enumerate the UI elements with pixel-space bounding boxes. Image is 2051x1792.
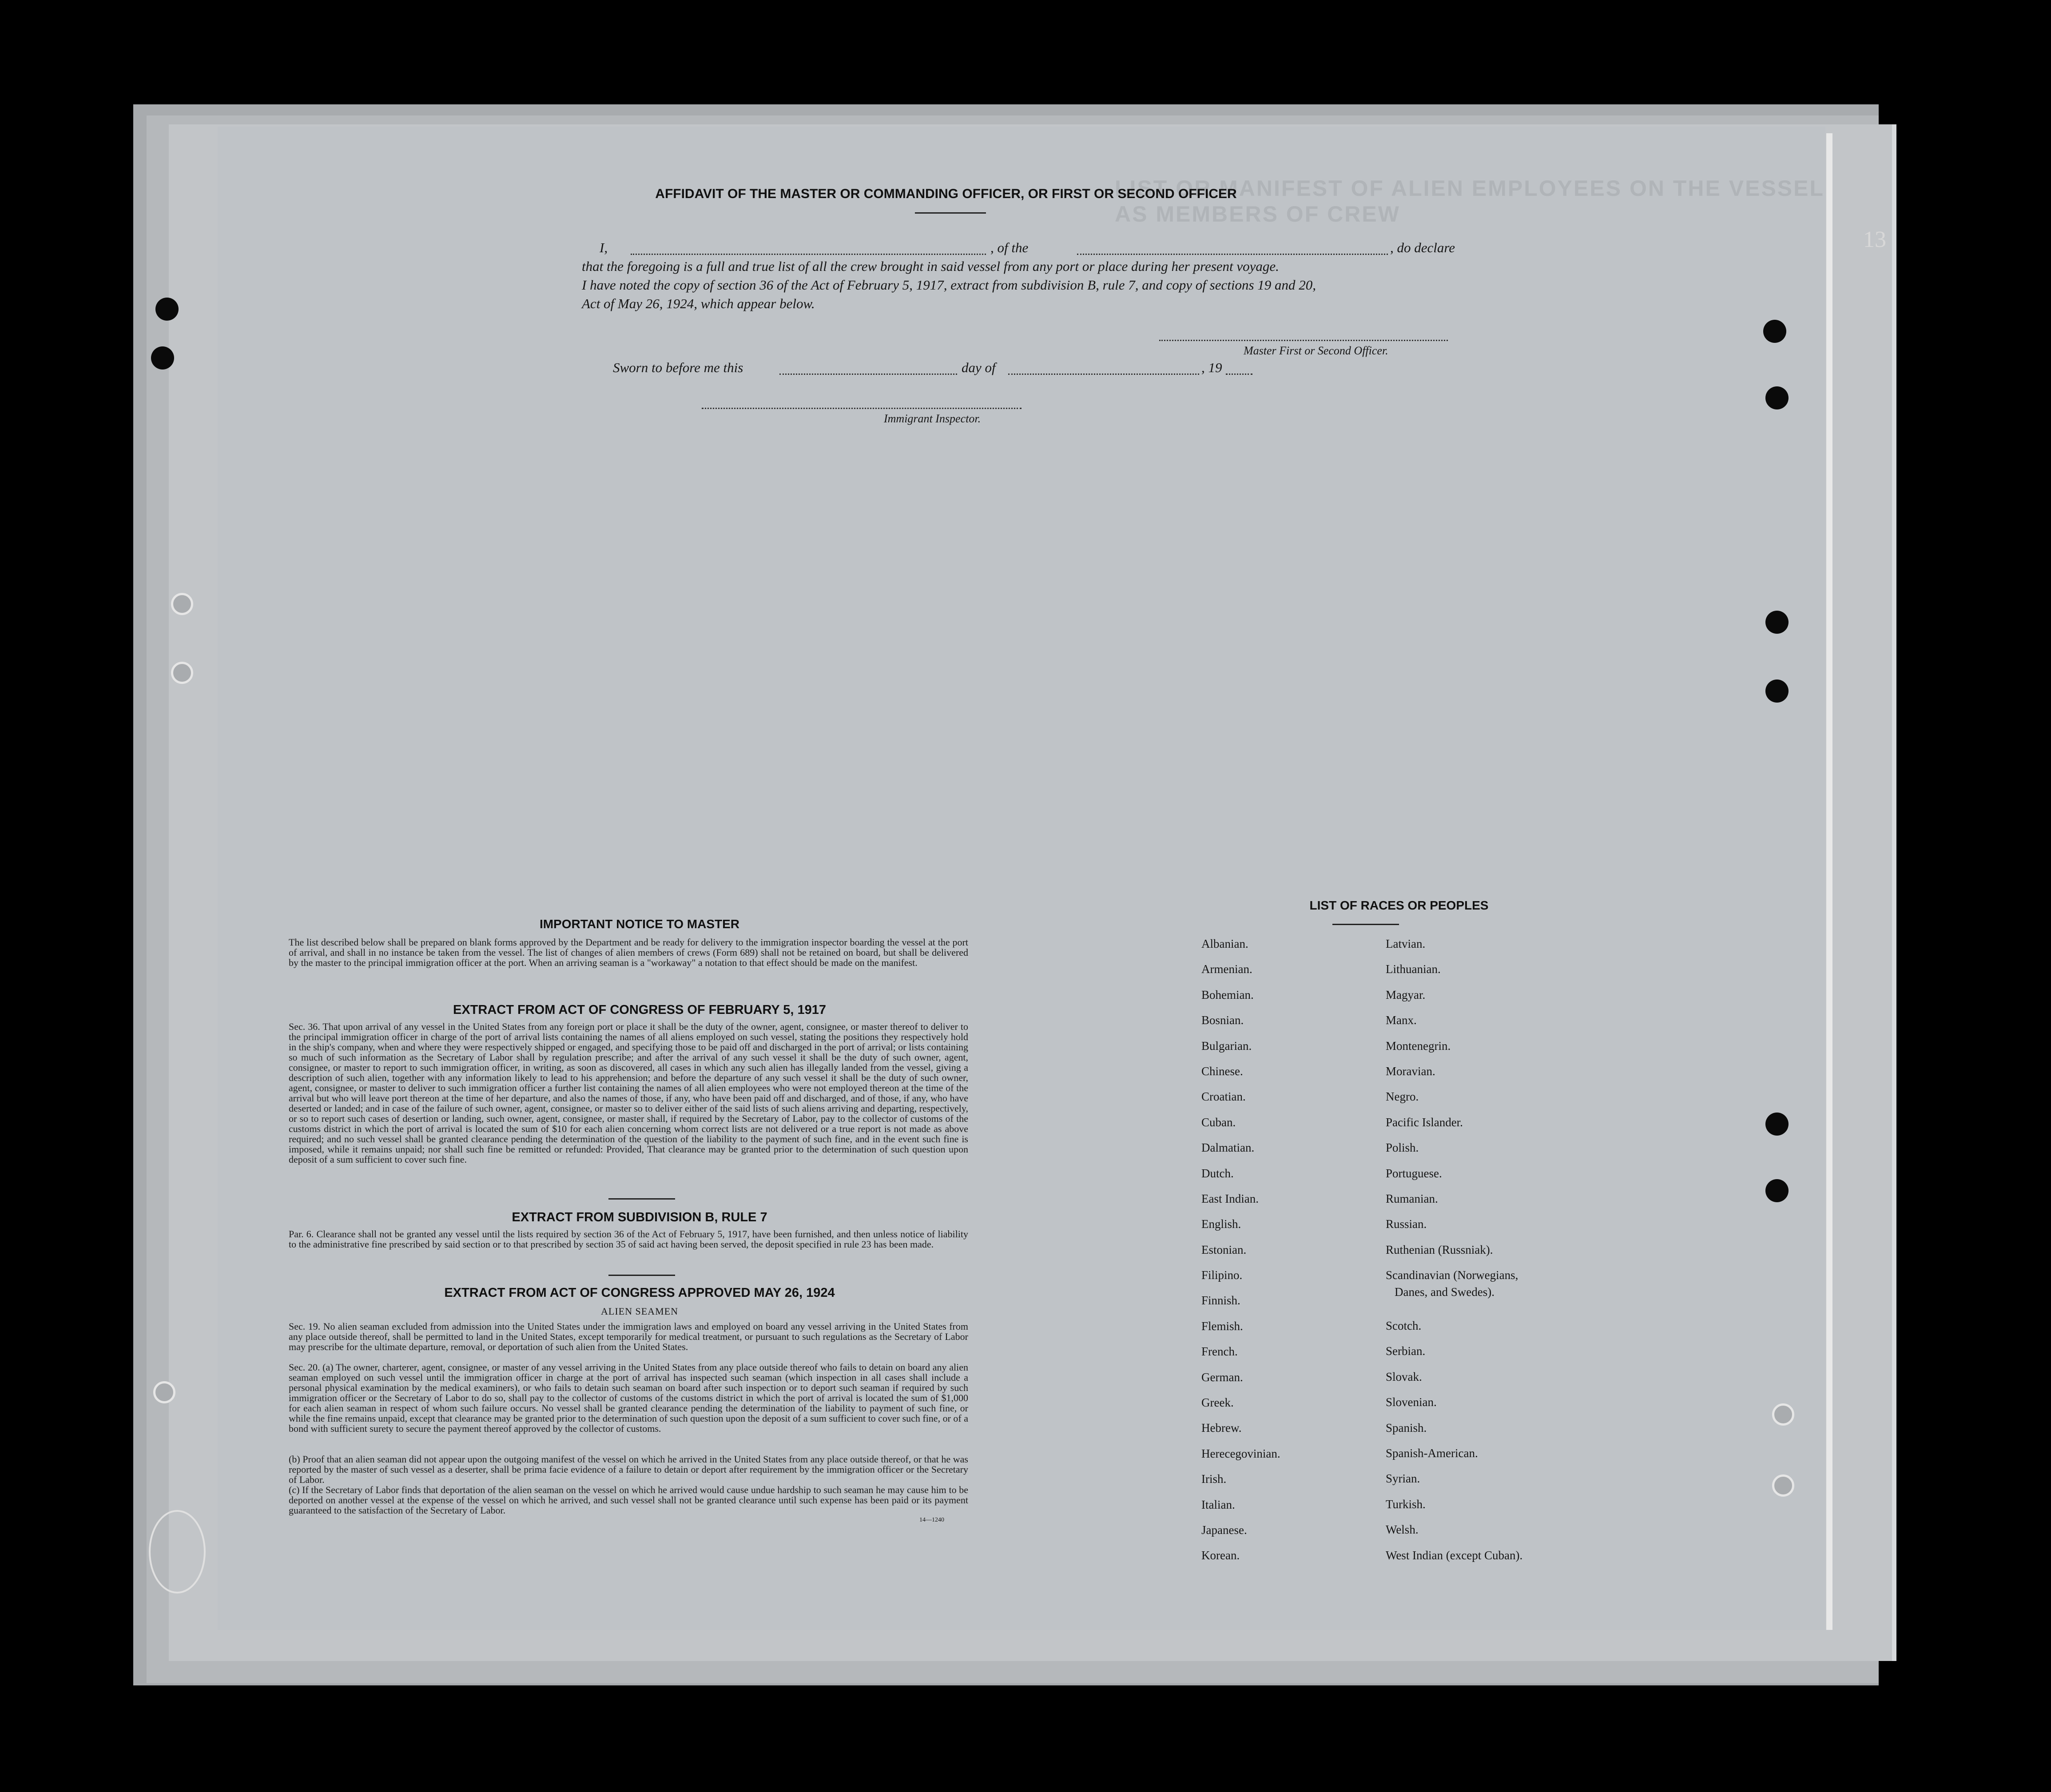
race-item: Japanese.	[1201, 1523, 1247, 1537]
binding-string	[149, 1510, 206, 1593]
race-item: Lithuanian.	[1386, 962, 1441, 976]
binding-hole	[1765, 679, 1789, 703]
race-item: Herecegovinian.	[1201, 1446, 1280, 1460]
sec-20c-body: (c) If the Secretary of Labor finds that deportation of the alien seaman on the vessel on which he arrived would cause undue hardship to such seaman he may cause him to be deported on another vessel at the expense of the vessel on which he arrived, and such vessel shall not be granted clearance until such expense has been paid or its payment guaranteed to the satisfaction of the Secretary of Labor.	[289, 1484, 968, 1516]
divider	[608, 1198, 675, 1200]
race-item: Slovenian.	[1386, 1395, 1437, 1409]
vessel-field[interactable]	[1077, 252, 1388, 255]
extract-1924-title: EXTRACT FROM ACT OF CONGRESS APPROVED MAY 26, 1924	[444, 1286, 835, 1300]
race-item: Bohemian.	[1201, 988, 1254, 1001]
race-item: West Indian (except Cuban).	[1386, 1548, 1523, 1562]
race-item: Spanish.	[1386, 1421, 1427, 1434]
race-item: Croatian.	[1201, 1090, 1246, 1104]
bleed-through-title: LIST OR MANIFEST OF ALIEN EMPLOYEES ON THE VESSEL AS MEMBERS OF CREW	[1115, 176, 1824, 226]
affidavit-title: AFFIDAVIT OF THE MASTER OR COMMANDING OFFICER, OR FIRST OR SECOND OFFICER	[655, 187, 1237, 201]
extract-1917-body: Sec. 36. That upon arrival of any vessel in the United States from any foreign port or place it shall be the duty of the owner, agent, consignee, or master thereof to deliver to the principal immigration officer in charge of the port of arrival lists containing the names of all aliens employed on such vessel, stating the positions they respectively hold in the ship's company, when and where they were respectively shipped or engaged, and specifying those to be paid off and discharged in the port of arrival; or lists containing so much of such information as the Secretary of Labor shall by regulation prescribe; and after the arrival of any such vessel it shall be the duty of such owner, agent, consignee, or master to report to such immigration officer, in writing, as soon as discovered, all cases in which any such alien has illegally landed from the vessel, giving a description of such alien, together with any information likely to lead to his apprehension; and before the departure of any such vessel it shall be the duty of such owner, agent, consignee, or master to deliver to such immigration officer a further list containing the names of all alien employees who were not employed thereon at the time of the arrival but who will leave port thereon at the time of her departure, and also the names of those, if any, who have been paid off and discharged, and of those, if any, who have deserted or landed; and in case of the failure of such owner, agent, consignee, or master so to deliver either of the said lists of such aliens arriving and departing, respectively, or so to report such cases of desertion or landing, such owner, agent, consignee, or master shall, if required by the Secretary of Labor, pay to the collector of customs of the customs district in which the port of arrival is located the sum of $10 for each alien concerning whom correct lists are not delivered or a true report is not made as above required; and no such vessel shall be granted clearance pending the determination of the question of the liability to the payment of such fine, and in the event such fine is imposed, while it remains unpaid; nor shall such fine be remitted or refunded: Provided, That clearance may be granted prior to the determination of such question upon deposit of a sum sufficient to cover such fine.	[289, 1021, 968, 1165]
race-item: Flemish.	[1201, 1319, 1243, 1333]
affidavit-line-3: I have noted the copy of section 36 of the Act of February 5, 1917, extract from subdivision B, rule 7, and copy of sections 19 and 20,	[582, 277, 1316, 293]
race-item: Magyar.	[1386, 988, 1426, 1001]
race-item: Spanish-American.	[1386, 1446, 1478, 1460]
inspector-label: Immigrant Inspector.	[884, 412, 981, 425]
declare-label: , do declare	[1390, 240, 1455, 255]
affidavit-line-1	[600, 240, 1466, 258]
i-label: I,	[600, 240, 608, 255]
page-number: 13	[1863, 227, 1886, 252]
sec-20a-body: Sec. 20. (a) The owner, charterer, agent, consignee, or master of any vessel arriving in the United States from any place outside thereof who fails to detain on board any alien seaman employed on such vessel until the immigration officer in charge at the port of arrival has inspected such seaman (which inspection in all cases shall include a personal physical examination by the medical examiners), or who fails to detain such seaman on board after such inspection or to deport such seaman if required by such immigration officer or the Secretary of Labor to do so, shall pay to the collector of customs of the customs district in which the port of arrival is located the sum of $1,000 for each alien seaman in respect of whom such failure occurs. No vessel shall be granted clearance pending the determination of the liability to payment of such fine, or while the fine remains unpaid, except that clearance may be granted prior to the determination of such question upon the deposit of a sum sufficient to cover such fine, or of a bond with sufficient surety to secure the payment thereof approved by the collector of customs.	[289, 1362, 968, 1434]
sec-20b-body: (b) Proof that an alien seaman did not appear upon the outgoing manifest of the vessel on which he arrived in the United States from any place outside thereof, or that he was reported by the master of such vessel as a deserter, shall be prima facie evidence of a failure to detain or deport after requirement by the immigration officer or the Secretary of Labor.	[289, 1454, 968, 1485]
race-item: Finnish.	[1201, 1294, 1240, 1307]
binding-hole	[1765, 1113, 1789, 1136]
race-item: Negro.	[1386, 1090, 1419, 1104]
race-item: Dalmatian.	[1201, 1141, 1255, 1155]
race-item: Ruthenian (Russniak).	[1386, 1243, 1493, 1256]
notice-title: IMPORTANT NOTICE TO MASTER	[539, 917, 740, 931]
page-edge	[1826, 133, 1832, 1630]
of-the-label: , of the	[990, 240, 1029, 255]
race-item: Danes, and Swedes).	[1395, 1285, 1495, 1299]
binding-hole	[1765, 611, 1789, 634]
sworn-line	[613, 360, 1279, 377]
race-item: Serbian.	[1386, 1344, 1426, 1358]
master-signature-line[interactable]	[1159, 338, 1448, 341]
master-signature-label: Master First or Second Officer.	[1244, 344, 1388, 357]
extract-1924-subtitle: ALIEN SEAMEN	[601, 1306, 678, 1317]
subdivision-b-title: EXTRACT FROM SUBDIVISION B, RULE 7	[512, 1210, 767, 1224]
binding-hole	[155, 298, 179, 321]
race-item: Armenian.	[1201, 962, 1252, 976]
race-item: Moravian.	[1386, 1064, 1435, 1078]
binding-hole	[1765, 386, 1789, 409]
binding-hole	[1763, 320, 1786, 343]
race-item: Hebrew.	[1201, 1421, 1242, 1435]
month-field[interactable]	[1008, 372, 1199, 375]
divider	[915, 212, 986, 214]
extract-1917-title: EXTRACT FROM ACT OF CONGRESS OF FEBRUARY 5, 1917	[453, 1003, 827, 1017]
race-item: Albanian.	[1201, 937, 1248, 950]
subdivision-b-body: Par. 6. Clearance shall not be granted any vessel until the lists required by section 36 of the Act of February 5, 1917, have been furnished, and then unless notice of liability to the administrative fine prescribed by said section or to that prescribed by section 35 of said act having been served, the deposit specified in rule 23 has been made.	[289, 1228, 968, 1250]
race-item: Korean.	[1201, 1549, 1240, 1562]
race-item: Latvian.	[1386, 937, 1426, 950]
binding-hole	[1772, 1474, 1794, 1497]
races-right-column	[1386, 937, 1617, 1574]
race-item: Russian.	[1386, 1217, 1427, 1231]
race-item: East Indian.	[1201, 1192, 1259, 1205]
affidavit-line-4: Act of May 26, 1924, which appear below.	[582, 296, 815, 311]
race-item: Estonian.	[1201, 1243, 1247, 1256]
affidavit-line-2: that the foregoing is a full and true list of all the crew brought in said vessel from any port or place during her present voyage.	[582, 258, 1279, 274]
race-item: Manx.	[1386, 1013, 1417, 1027]
race-item: Cuban.	[1201, 1115, 1236, 1129]
race-item: Slovak.	[1386, 1370, 1422, 1383]
day-of-label: day of	[962, 360, 996, 375]
race-item: Dutch.	[1201, 1166, 1234, 1180]
race-item: Greek.	[1201, 1396, 1234, 1410]
races-title: LIST OF RACES OR PEOPLES	[1309, 898, 1489, 912]
race-item: Polish.	[1386, 1141, 1419, 1155]
binding-hole	[151, 346, 174, 370]
race-item: Bulgarian.	[1201, 1039, 1252, 1053]
race-item: Pacific Islander.	[1386, 1115, 1463, 1129]
notice-body: The list described below shall be prepared on blank forms approved by the Department and be ready for delivery to the immigration inspector boarding the vessel at the port of arrival, and shall in no instance be taken from the vessel. The list of changes of alien members of crews (Form 689) shall not be retained on board, but shall be delivered by the master to the principal immigration officer at the port. When an arriving seaman is a "workaway" a notation to that effect should be made on the manifest.	[289, 937, 968, 968]
binding-hole	[171, 662, 193, 684]
race-item: Montenegrin.	[1386, 1039, 1451, 1053]
name-field[interactable]	[631, 252, 986, 255]
binding-hole	[1765, 1179, 1789, 1202]
race-item: Irish.	[1201, 1472, 1227, 1486]
race-item: Welsh.	[1386, 1523, 1419, 1537]
divider	[1332, 924, 1399, 925]
race-item: Portuguese.	[1386, 1166, 1442, 1180]
race-item: Rumanian.	[1386, 1192, 1438, 1205]
race-item: Filipino.	[1201, 1268, 1243, 1282]
binding-hole	[171, 593, 193, 615]
race-item: Italian.	[1201, 1498, 1235, 1511]
race-item: French.	[1201, 1345, 1238, 1359]
race-item: Bosnian.	[1201, 1013, 1244, 1027]
day-field[interactable]	[779, 372, 957, 375]
sworn-label: Sworn to before me this	[613, 360, 743, 375]
year-field[interactable]	[1226, 372, 1252, 375]
race-item: English.	[1201, 1217, 1241, 1231]
binding-hole	[1772, 1403, 1794, 1426]
race-item: Turkish.	[1386, 1497, 1426, 1511]
races-left-column	[1201, 937, 1379, 1574]
race-item: Chinese.	[1201, 1064, 1243, 1078]
year-label: , 19	[1201, 360, 1222, 375]
race-item: Syrian.	[1386, 1472, 1420, 1486]
sec-19-body: Sec. 19. No alien seaman excluded from admission into the United States under the immigration laws and employed on board any vessel arriving in the United States from any place outside thereof, shall be permitted to land in the United States, except temporarily for medical treatment, or pursuant to such regulations as the Secretary of Labor may prescribe for the ultimate departure, removal, or deportation of such alien from the United States.	[289, 1321, 968, 1352]
race-item: Scotch.	[1386, 1319, 1422, 1333]
binding-hole	[153, 1381, 175, 1403]
race-item: German.	[1201, 1370, 1243, 1384]
divider	[608, 1275, 675, 1276]
inspector-signature-line[interactable]	[702, 406, 1022, 409]
form-code: 14—1240	[919, 1517, 944, 1523]
race-item: Scandinavian (Norwegians,	[1386, 1268, 1518, 1282]
